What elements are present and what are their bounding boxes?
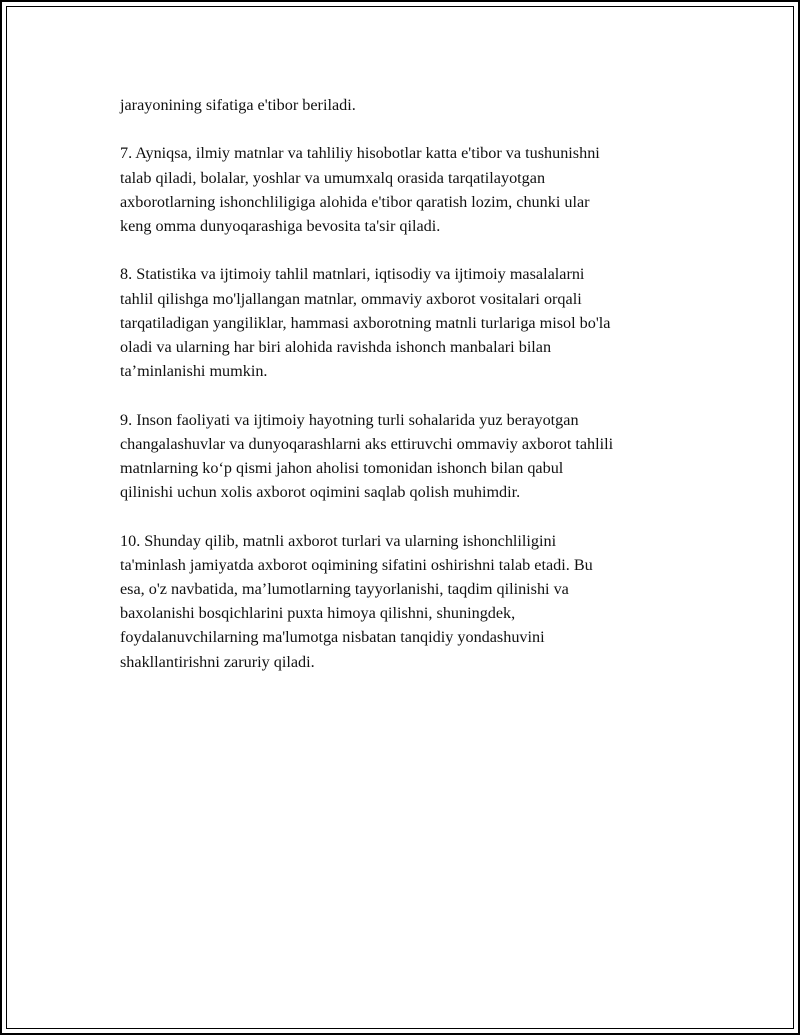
text-line: qilinishi uchun xolis axborot oqimini saqlab qolish muhimdir. <box>120 483 521 502</box>
text-line: baxolanishi bosqichlarini puxta himoya qilishni, shuningdek, <box>120 604 516 623</box>
text-line: ta’minlanishi mumkin. <box>120 362 268 381</box>
text-line: keng omma dunyoqarashiga bevosita ta'sir qiladi. <box>120 217 441 235</box>
text-line: matnlarning ko‘p qismi jahon aholisi tomonidan ishonch bilan qabul <box>120 459 564 477</box>
text-line: 9. Inson faoliyati va ijtimoiy hayotning turli sohalarida yuz berayotgan <box>120 410 579 429</box>
text-line: jarayonining sifatiga e'tibor beriladi. <box>120 96 356 114</box>
text-line: oladi va ularning har biri alohida ravishda ishonch manbalari bilan <box>120 338 552 356</box>
text-line: 10. Shunday qilib, matnli axborot turlari va ularning ishonchliligini <box>120 531 557 550</box>
paragraph-10 <box>120 529 700 674</box>
document-body <box>120 93 700 698</box>
text-line: 8. Statistika va ijtimoiy tahlil matnlari, iqtisodiy va ijtimoiy masalalarni <box>120 265 585 284</box>
text-line: esa, o'z navbatida, ma’lumotlarning tayyorlanishi, taqdim qilinishi va <box>120 580 569 598</box>
paragraph-7 <box>120 141 700 238</box>
text-line: tahlil qilishga mo'ljallangan matnlar, ommaviy axborot vositalari orqali <box>120 289 582 308</box>
text-line: shakllantirishni zaruriy qiladi. <box>120 652 315 671</box>
text-line: axborotlarning ishonchliligiga alohida e'tibor qaratish lozim, chunki ular <box>120 192 590 211</box>
text-line: 7. Ayniqsa, ilmiy matnlar va tahliliy hisobotlar katta e'tibor va tushunishni <box>120 144 600 163</box>
text-line: tarqatiladigan yangiliklar, hammasi axborotning matnli turlariga misol bo'la <box>120 313 611 332</box>
text-line: talab qiladi, bolalar, yoshlar va umumxalq orasida tarqatilayotgan <box>120 168 546 187</box>
text-line: changalashuvlar va dunyoqarashlarni aks ettiruvchi ommaviy axborot tahlili <box>120 434 614 453</box>
paragraph-continuation <box>120 93 700 117</box>
paragraph-8 <box>120 262 700 383</box>
paragraph-9 <box>120 408 700 505</box>
text-line: ta'minlash jamiyatda axborot oqimining sifatini oshirishni talab etadi. Bu <box>120 555 593 574</box>
text-line: foydalanuvchilarning ma'lumotga nisbatan tanqidiy yondashuvini <box>120 628 545 647</box>
